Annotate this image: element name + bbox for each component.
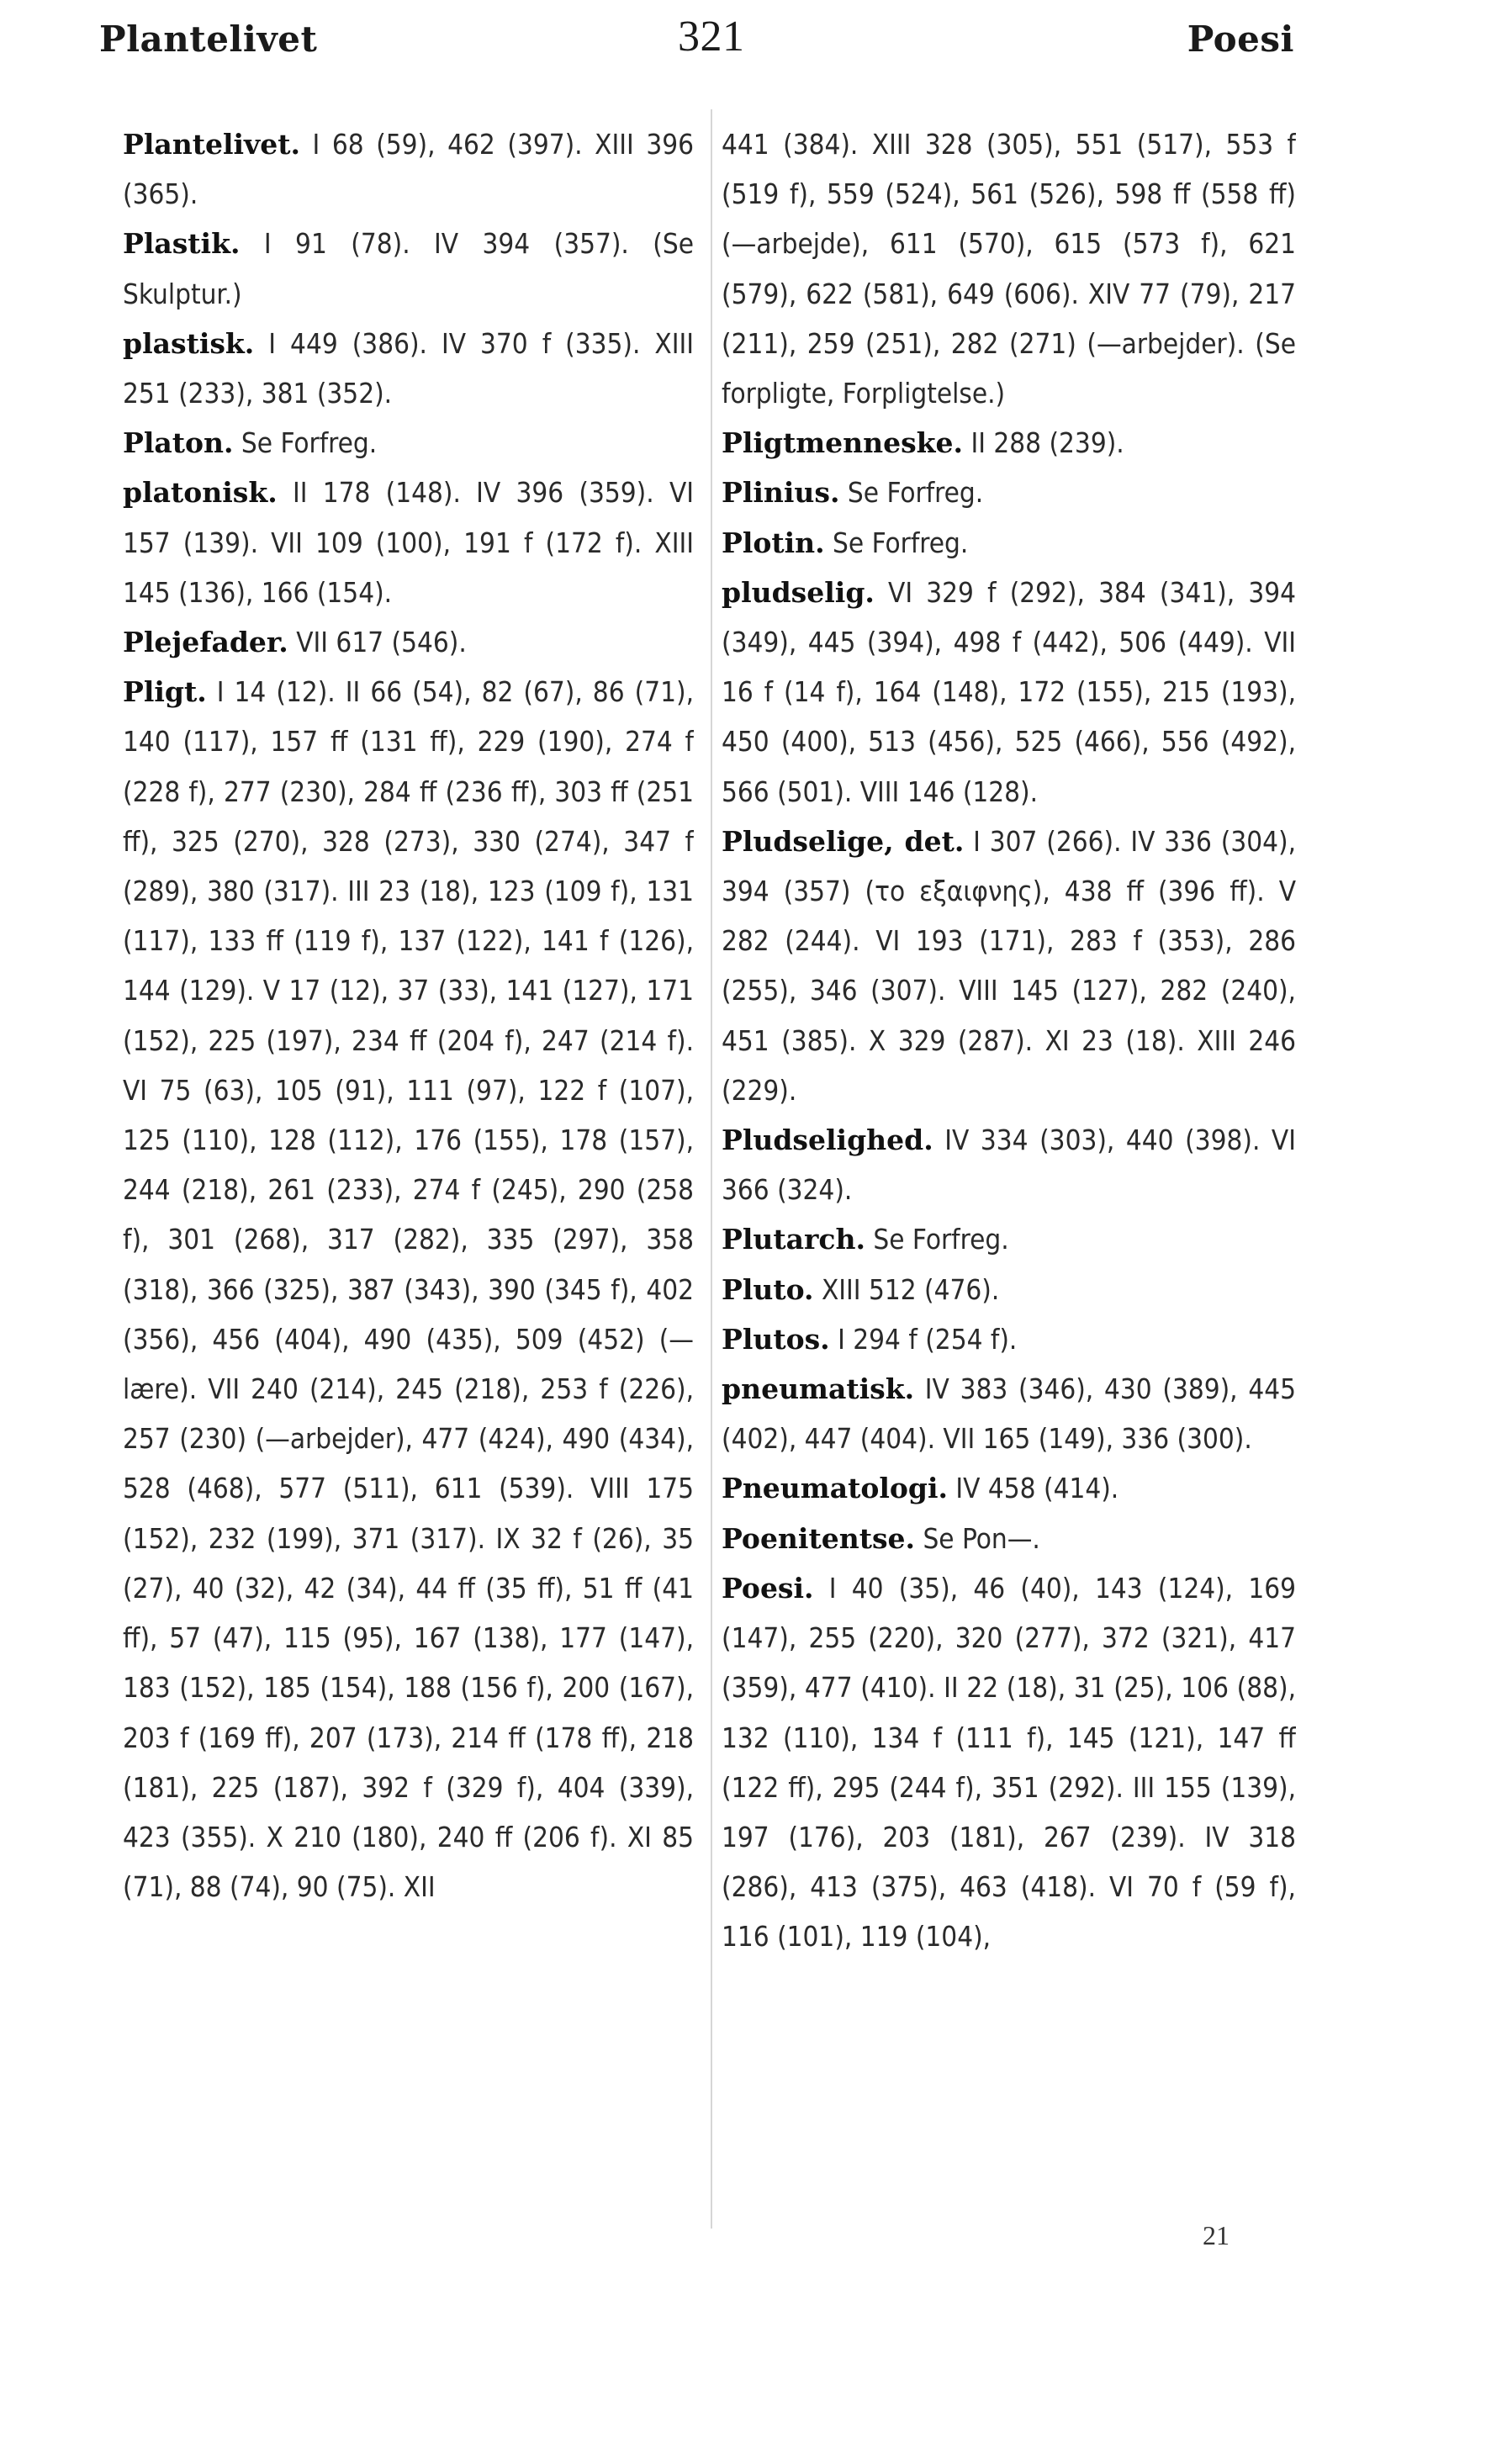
- index-headword: Plotin.: [722, 526, 825, 559]
- index-headword: Plastik.: [123, 227, 241, 261]
- index-headword: Pluto.: [722, 1272, 814, 1306]
- index-entry: [123, 119, 694, 219]
- index-headword: Pligtmenneske.: [722, 426, 964, 460]
- index-references: II 178 (148). IV 396 (359). VI 157 (139). VII 109 (100), 191 f (172 f). XIII 145 (136), 166 (154).: [123, 476, 694, 609]
- index-references: Se Forfreg.: [865, 1223, 1009, 1256]
- index-column-right: [722, 119, 1296, 2197]
- signature-mark: 21: [1203, 2220, 1230, 2250]
- index-headword: platonisk.: [123, 476, 278, 510]
- index-headword: Plinius.: [722, 476, 840, 510]
- index-headword: Plutos.: [722, 1322, 830, 1356]
- index-references: I 449 (386). IV 370 f (335). XIII 251 (233), 381 (352).: [123, 326, 694, 410]
- index-entry: [722, 468, 1296, 517]
- index-references: Se Forfreg.: [233, 426, 378, 460]
- index-entry: [123, 319, 694, 418]
- index-entry: [123, 418, 694, 468]
- index-headword: Poenitentse.: [722, 1521, 916, 1555]
- index-references: VII 617 (546).: [288, 626, 467, 659]
- index-references: XIII 512 (476).: [813, 1272, 1000, 1306]
- index-entry: [722, 1364, 1296, 1463]
- index-headword: Plejefader.: [123, 626, 288, 659]
- index-entry: [123, 667, 694, 1911]
- index-references: I 40 (35), 46 (40), 143 (124), 169 (147), 255 (220), 320 (277), 372 (321), 417 (359), 477 (410). II 22 (18), 31 (25), 106 (88), 132 (110), 134 f (111 f), 145 (121), 147 ff (122 ff), 295 (244 f), 351 (292). III 155 (139), 197 (176), 203 (181), 267 (239). IV 318 (286), 413 (375), 463 (418). VI 70 f (59 f), 116 (101), 119 (104),: [722, 1571, 1296, 1954]
- index-headword: Poesi.: [722, 1571, 814, 1605]
- index-entry: [722, 119, 1296, 418]
- index-references: Se Pon—.: [915, 1521, 1040, 1555]
- index-column-left: [123, 119, 694, 2197]
- index-entry: [722, 418, 1296, 468]
- index-references: IV 383 (346), 430 (389), 445 (402), 447 (404). VII 165 (149), 336 (300).: [722, 1372, 1296, 1456]
- index-headword: Pludselighed.: [722, 1124, 933, 1157]
- column-divider: [711, 109, 712, 2229]
- index-headword: Pligt.: [123, 675, 207, 709]
- index-references: IV 458 (414).: [948, 1472, 1119, 1505]
- running-head-left: Plantelivet: [99, 19, 318, 60]
- index-entry: [722, 1115, 1296, 1214]
- index-headword: Plutarch.: [722, 1223, 865, 1256]
- running-head-right: Poesi: [1187, 19, 1294, 60]
- index-entry: [722, 1314, 1296, 1364]
- index-entry: [722, 1214, 1296, 1264]
- index-references: I 14 (12). II 66 (54), 82 (67), 86 (71), 140 (117), 157 ff (131 ff), 229 (190), 274 f (228 f), 277 (230), 284 ff (236 ff), 303 ff (251 ff), 325 (270), 328 (273), 330 (274), 347 f (289), 380 (317). III 23 (18), 123 (109 f), 131 (117), 133 ff (119 f), 137 (122), 141 f (126), 144 (129). V 17 (12), 37 (33), 141 (127), 171 (152), 225 (197), 234 ff (204 f), 247 (214 f). VI 75 (63), 105 (91), 111 (97), 122 f (107), 125 (110), 128 (112), 176 (155), 178 (157), 244 (218), 261 (233), 274 f (245), 290 (258 f), 301 (268), 317 (282), 335 (297), 358 (318), 366 (325), 387 (343), 390 (345 f), 402 (356), 456 (404), 490 (435), 509 (452) (—lære). VII 240 (214), 245 (218), 253 f (226), 257 (230) (—arbejder), 477 (424), 490 (434), 528 (468), 577 (511), 611 (539). VIII 175 (152), 232 (199), 371 (317). IX 32 f (26), 35 (27), 40 (32), 42 (34), 44 ff (35 ff), 51 ff (41 ff), 57 (47), 115 (95), 167 (138), 177 (147), 183 (152), 185 (154), 188 (156 f), 200 (167), 203 f (169 ff), 207 (173), 214 ff (178 ff), 218 (181), 225 (187), 392 f (329 f), 404 (339), 423 (355). X 210 (180), 240 ff (206 f). XI 85 (71), 88 (74), 90 (75). XII: [123, 675, 694, 1904]
- index-entry: [123, 617, 694, 667]
- index-entry: [722, 817, 1296, 1115]
- index-headword: Platon.: [123, 426, 234, 460]
- index-headword: Plantelivet.: [123, 128, 300, 161]
- index-entry: [722, 1265, 1296, 1314]
- index-references: I 294 f (254 f).: [829, 1322, 1018, 1356]
- index-entry: [123, 219, 694, 318]
- index-entry: [123, 468, 694, 617]
- index-headword: plastisk.: [123, 326, 255, 360]
- index-entry: [722, 1463, 1296, 1513]
- index-references: II 288 (239).: [963, 426, 1124, 460]
- index-entry: [722, 1563, 1296, 1962]
- index-references: IV 334 (303), 440 (398). VI 366 (324).: [722, 1124, 1296, 1207]
- index-references: I 91 (78). IV 394 (357). (Se Skulptur.): [123, 227, 694, 310]
- index-references: 441 (384). XIII 328 (305), 551 (517), 553 f (519 f), 559 (524), 561 (526), 598 ff (558 ff) (—arbejde), 611 (570), 615 (573 f), 621 (579), 622 (581), 649 (606). XIV 77 (79), 217 (211), 259 (251), 282 (271) (—arbejder). (Se forpligte, Forpligtelse.): [722, 128, 1296, 410]
- index-entry: [722, 518, 1296, 568]
- index-headword: pneumatisk.: [722, 1372, 915, 1406]
- index-references: VI 329 f (292), 384 (341), 394 (349), 445 (394), 498 f (442), 506 (449). VII 16 f (14 f), 164 (148), 172 (155), 215 (193), 450 (400), 513 (456), 525 (466), 556 (492), 566 (501). VIII 146 (128).: [722, 575, 1296, 808]
- index-headword: Pneumatologi.: [722, 1472, 948, 1505]
- index-references: I 68 (59), 462 (397). XIII 396 (365).: [123, 128, 694, 211]
- page-number: 321: [678, 13, 745, 61]
- index-references: Se Forfreg.: [839, 476, 984, 510]
- index-entry: [722, 1514, 1296, 1563]
- index-headword: pludselig.: [722, 575, 875, 609]
- index-references: Se Forfreg.: [824, 526, 969, 559]
- index-entry: [722, 568, 1296, 817]
- index-headword: Pludselige, det.: [722, 824, 965, 858]
- index-references: I 307 (266). IV 336 (304), 394 (357) (το εξαιφνης), 438 ff (396 ff). V 282 (244). VI 193 (171), 283 f (353), 286 (255), 346 (307). VIII 145 (127), 282 (240), 451 (385). X 329 (287). XI 23 (18). XIII 246 (229).: [722, 824, 1296, 1107]
